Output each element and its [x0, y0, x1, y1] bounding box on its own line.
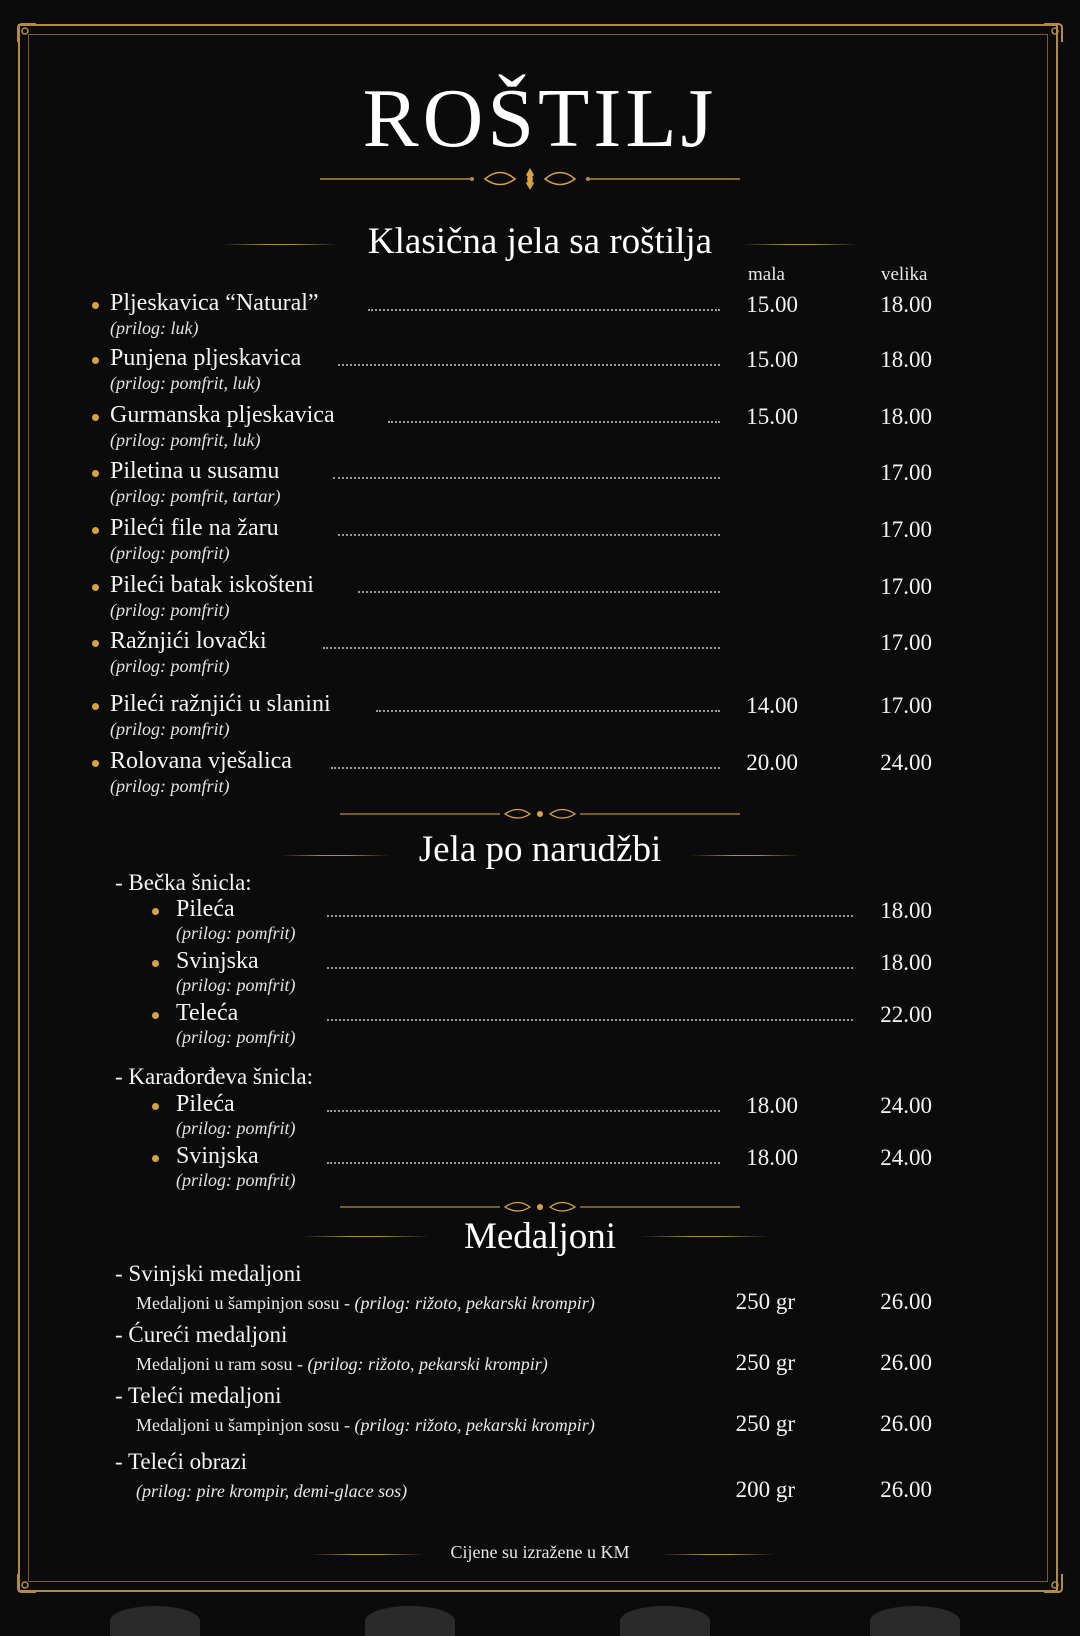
- menu-item-name: Gurmanska pljeskavica: [110, 402, 335, 428]
- price-large: 17.00: [880, 630, 932, 655]
- menu-item-name: Piletina u susamu: [110, 458, 280, 484]
- dot-leader: [323, 647, 720, 649]
- list-bullet-icon: [152, 908, 159, 915]
- price-large: 24.00: [880, 750, 932, 775]
- dot-leader: [333, 477, 720, 479]
- menu-item-side-dish: (prilog: luk): [110, 318, 199, 338]
- menu-item-name: Pileća: [176, 1091, 235, 1117]
- medallion-description: Medaljoni u šampinjon sosu - (prilog: rižoto, pekarski krompir): [136, 1293, 595, 1313]
- price: 26.00: [880, 1477, 932, 1502]
- section-title-order: Jela po narudžbi: [418, 829, 662, 870]
- price-small: 15.00: [746, 292, 798, 317]
- medallion-sauce: Medaljoni u šampinjon sosu: [136, 1293, 340, 1313]
- group-heading: - Bečka šnicla:: [115, 870, 252, 895]
- medallion-side-dish: (prilog: rižoto, pekarski krompir): [307, 1354, 548, 1374]
- dot-leader: [331, 767, 720, 769]
- menu-item-side-dish: (prilog: pomfrit): [110, 656, 230, 676]
- menu-item-name: Pileći batak iskošteni: [110, 572, 314, 598]
- portion-weight: 250 gr: [735, 1350, 795, 1375]
- price-large: 18.00: [880, 950, 932, 975]
- portion-weight: 250 gr: [735, 1289, 795, 1314]
- menu-item-name: Pileći ražnjići u slanini: [110, 691, 331, 717]
- list-bullet-icon: [92, 357, 99, 364]
- menu-item-side-dish: (prilog: pomfrit, luk): [110, 430, 261, 450]
- dot-leader: [358, 591, 720, 593]
- dot-leader: [338, 534, 720, 536]
- price-large: 24.00: [880, 1093, 932, 1118]
- medallion-side-dish: (prilog: rižoto, pekarski krompir): [354, 1415, 595, 1435]
- list-bullet-icon: [152, 1103, 159, 1110]
- price: 26.00: [880, 1411, 932, 1436]
- menu-item-side-dish: (prilog: pomfrit): [176, 1118, 296, 1138]
- price-currency-note: Cijene su izražene u KM: [450, 1542, 630, 1562]
- menu-item-side-dish: (prilog: pomfrit): [176, 1027, 296, 1047]
- price-large: 18.00: [880, 347, 932, 372]
- menu-item-name: Ražnjići lovački: [110, 628, 267, 654]
- dot-leader: [376, 710, 720, 712]
- medallion-name: - Ćureći medaljoni: [115, 1322, 288, 1347]
- price-small: 18.00: [746, 1145, 798, 1170]
- price-large: 24.00: [880, 1145, 932, 1170]
- list-bullet-icon: [92, 414, 99, 421]
- dot-leader: [388, 421, 720, 423]
- medallion-sauce: Medaljoni u šampinjon sosu: [136, 1415, 340, 1435]
- menu-item-side-dish: (prilog: pomfrit): [176, 975, 296, 995]
- price-large: 18.00: [880, 404, 932, 429]
- dot-leader: [327, 915, 853, 917]
- flourish-divider-icon: [340, 805, 740, 823]
- menu-item-name: Rolovana vješalica: [110, 748, 292, 774]
- menu-item-side-dish: (prilog: pomfrit): [110, 776, 230, 796]
- section-title-classic: Klasična jela sa roštilja: [367, 221, 713, 262]
- portion-weight: 200 gr: [735, 1477, 795, 1502]
- bottom-page-edge: [0, 1606, 1080, 1636]
- list-bullet-icon: [92, 527, 99, 534]
- medallion-name: - Teleći obrazi: [115, 1449, 248, 1474]
- flourish-divider-icon: [340, 1198, 740, 1216]
- menu-item-name: Punjena pljeskavica: [110, 345, 302, 371]
- price-small: 15.00: [746, 404, 798, 429]
- list-bullet-icon: [92, 640, 99, 647]
- menu-item-name: Pileća: [176, 896, 235, 922]
- flourish-divider-icon: [320, 166, 740, 192]
- medallion-sauce: Medaljoni u ram sosu: [136, 1354, 293, 1374]
- medallion-name: - Svinjski medaljoni: [115, 1261, 302, 1286]
- medallion-description: Medaljoni u šampinjon sosu - (prilog: rižoto, pekarski krompir): [136, 1415, 595, 1435]
- menu-item-side-dish: (prilog: pomfrit, luk): [110, 373, 261, 393]
- price-small: 18.00: [746, 1093, 798, 1118]
- price-small: 15.00: [746, 347, 798, 372]
- menu-item-name: Svinjska: [176, 1143, 259, 1169]
- price-large: 18.00: [880, 898, 932, 923]
- price-small: 14.00: [746, 693, 798, 718]
- medallion-side-dish: (prilog: pire krompir, demi-glace sos): [136, 1481, 408, 1501]
- menu-item-name: Pljeskavica “Natural”: [110, 290, 319, 316]
- list-bullet-icon: [92, 584, 99, 591]
- dot-leader: [338, 364, 720, 366]
- menu-item-name: Teleća: [176, 1000, 239, 1026]
- list-bullet-icon: [92, 703, 99, 710]
- price-large: 17.00: [880, 574, 932, 599]
- corner-ornament-icon: [16, 22, 38, 44]
- dot-leader: [327, 1019, 853, 1021]
- price: 26.00: [880, 1289, 932, 1314]
- group-heading: - Karađorđeva šnicla:: [115, 1064, 313, 1089]
- list-bullet-icon: [152, 1012, 159, 1019]
- dot-leader: [327, 1110, 720, 1112]
- price-large: 17.00: [880, 517, 932, 542]
- corner-ornament-icon: [1042, 1572, 1064, 1594]
- dot-leader: [327, 1162, 720, 1164]
- dot-leader: [327, 967, 853, 969]
- medallion-description: [136, 1481, 407, 1502]
- price-small: 20.00: [746, 750, 798, 775]
- column-header-large: velika: [881, 264, 928, 285]
- price: 26.00: [880, 1350, 932, 1375]
- menu-item-side-dish: (prilog: pomfrit, tartar): [110, 486, 281, 506]
- list-bullet-icon: [152, 960, 159, 967]
- price-large: 17.00: [880, 460, 932, 485]
- column-header-small: mala: [748, 264, 785, 285]
- menu-item-side-dish: (prilog: pomfrit): [110, 600, 230, 620]
- medallion-name: - Teleći medaljoni: [115, 1383, 282, 1408]
- menu-item-side-dish: (prilog: pomfrit): [110, 543, 230, 563]
- list-bullet-icon: [92, 302, 99, 309]
- menu-item-side-dish: (prilog: pomfrit): [110, 719, 230, 739]
- section-title-medallions: Medaljoni: [463, 1216, 617, 1257]
- medallion-description: Medaljoni u ram sosu - (prilog: rižoto, pekarski krompir): [136, 1354, 548, 1374]
- menu-item-side-dish: (prilog: pomfrit): [176, 923, 296, 943]
- menu-item-name: Svinjska: [176, 948, 259, 974]
- portion-weight: 250 gr: [735, 1411, 795, 1436]
- price-large: 22.00: [880, 1002, 932, 1027]
- medallion-side-dish: (prilog: rižoto, pekarski krompir): [354, 1293, 595, 1313]
- price-large: 17.00: [880, 693, 932, 718]
- price-large: 18.00: [880, 292, 932, 317]
- page-title: ROŠTILJ: [362, 72, 718, 165]
- menu-item-side-dish: (prilog: pomfrit): [176, 1170, 296, 1190]
- list-bullet-icon: [152, 1155, 159, 1162]
- list-bullet-icon: [92, 760, 99, 767]
- corner-ornament-icon: [16, 1572, 38, 1594]
- menu-item-name: Pileći file na žaru: [110, 515, 279, 541]
- corner-ornament-icon: [1042, 22, 1064, 44]
- list-bullet-icon: [92, 470, 99, 477]
- dot-leader: [368, 309, 720, 311]
